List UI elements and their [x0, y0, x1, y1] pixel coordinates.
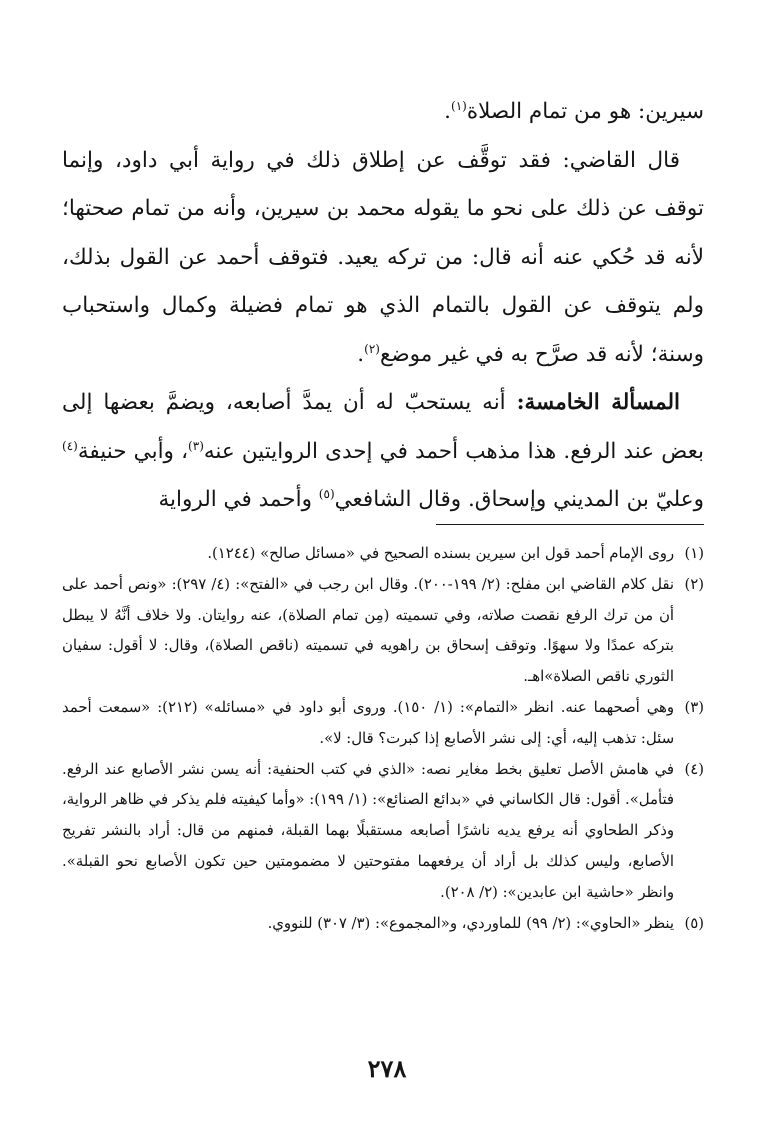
- paragraph-3-text-4: وأحمد في الرواية: [158, 487, 319, 512]
- paragraph-2-text: قال القاضي: فقد توقَّف عن إطلاق ذلك في رواية أبي داود، وإنما توقف عن ذلك على نحو ما يقوله محمد بن سيرين، وأنه من تمام صحتها؛ لأنه قد حُكي عنه أنه قال: من تركه يعيد. فتوقف أحمد عن القول بذلك، ولم يتوقف عن القول بالتمام الذي هو تمام فضيلة وكمال واستحباب وسنة؛ لأنه قد صرَّح به في غير موضع: [62, 147, 704, 367]
- paragraph-3-text: أنه يستحبّ له أن يمدَّ أصابعه، ويضمَّ بعضها إلى بعض عند الرفع. هذا مذهب أحمد في إحدى الروايتين عنه: [62, 390, 704, 464]
- footnotes: [62, 539, 704, 939]
- footnote-ref-3[interactable]: (٣): [188, 438, 204, 453]
- footnote-ref-1[interactable]: (١): [451, 98, 467, 113]
- footnote-3: [62, 693, 704, 755]
- footnote-text: في هامش الأصل تعليق بخط مغاير نصه: «الذي في كتب الحنفية: أنه يسن نشر الأصابع عند الرفع. فتأمل». أقول: قال الكاساني في «بدائع الصنائع»: (١/ ١٩٩): «وأما كيفيته فلم يذكر في ظاهر الرواية، وذكر الطحاوي أنه يرفع يديه ناشرًا أصابعه مستقبلًا بهما القبلة، فمنهم من قال: أراد بالنشر تفريج الأصابع، وليس كذلك بل أراد أن يرفعهما مفتوحتين لا مضمومتين حين تكون الأصابع نحو القبلة». وانظر «حاشية ابن عابدين»: (٢/ ٢٠٨).: [62, 760, 674, 901]
- footnote-separator: [436, 524, 704, 525]
- footnote-number: (٤): [684, 760, 704, 778]
- footnote-ref-2[interactable]: (٢): [364, 341, 380, 356]
- paragraph-1: [62, 88, 704, 137]
- footnote-number: (٣): [684, 698, 704, 716]
- footnote-5: [62, 909, 704, 940]
- footnote-4: [62, 755, 704, 909]
- paragraph-1-tail: .: [444, 99, 451, 124]
- paragraph-3-text-2: ، وأبي حنيفة: [77, 438, 189, 464]
- main-text: [62, 88, 704, 525]
- footnote-text: نقل كلام القاضي ابن مفلح: (٢/ ١٩٩-٢٠٠). وقال ابن رجب في «الفتح»: (٤/ ٢٩٧): «ونص أحمد على أن من ترك الرفع نقصت صلاته، وفي تسميته (مِن تمام الصلاة)، عنه روايتان. ولا خلاف أنَّهُ لا يبطل بتركه عمدًا ولا سهوًا. وتوقف إسحاق بن راهويه في تسميته (ناقص الصلاة)، وقال: لا أقول: سفيان الثوري ناقص الصلاة»اهـ.: [62, 575, 674, 686]
- footnote-text: روى الإمام أحمد قول ابن سيرين بسنده الصحيح في «مسائل صالح» (١٢٤٤).: [207, 545, 674, 562]
- footnote-number: (١): [684, 545, 704, 562]
- footnote-2: [62, 570, 704, 693]
- footnote-text: ينظر «الحاوي»: (٢/ ٩٩) للماوردي، و«المجموع»: (٣/ ٣٠٧) للنووي.: [267, 914, 674, 932]
- footnote-number: (٢): [684, 575, 704, 593]
- page-number: ٢٧٨: [367, 1054, 407, 1083]
- paragraph-3-text-3: وعليّ بن المديني وإسحاق. وقال الشافعي: [334, 487, 704, 512]
- footnote-text: وهي أصحهما عنه. انظر «التمام»: (١/ ١٥٠). وروى أبو داود في «مسائله» (٢١٢): «سمعت أحمد سئل: تذهب إليه، أي: إلى نشر الأصابع إذا كبرت؟ قال: لا».: [62, 698, 674, 747]
- footnote-1: [62, 539, 704, 570]
- paragraph-1-text: سيرين: هو من تمام الصلاة: [466, 99, 704, 124]
- paragraph-2-tail: .: [357, 341, 365, 367]
- footnote-ref-5[interactable]: (٥): [318, 486, 335, 501]
- paragraph-3: [62, 379, 704, 525]
- footnote-ref-4[interactable]: (٤): [62, 438, 78, 453]
- section-heading-issue-5: المسألة الخامسة:: [516, 390, 680, 415]
- footnote-number: (٥): [684, 914, 704, 932]
- paragraph-2: [62, 137, 704, 380]
